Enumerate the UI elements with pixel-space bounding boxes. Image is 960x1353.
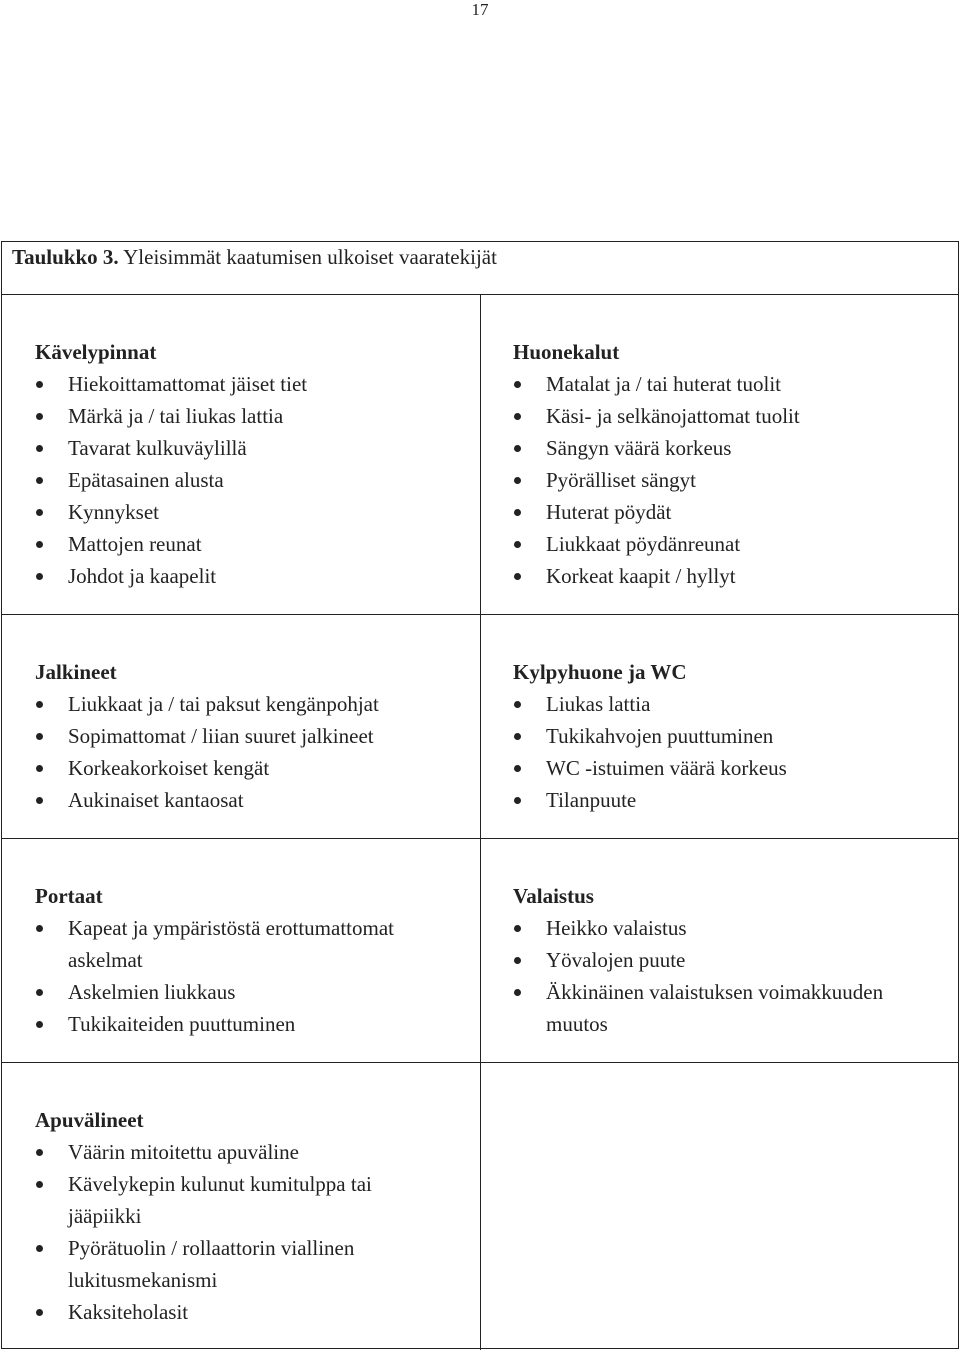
list-item: Märkä ja / tai liukas lattia	[35, 400, 475, 432]
list-item: Aukinaiset kantaosat	[35, 784, 475, 816]
list-item: Heikko valaistus	[513, 912, 933, 944]
list-item: Tukikahvojen puuttuminen	[513, 720, 953, 752]
list-item: Liukkaat ja / tai paksut kengänpohjat	[35, 688, 475, 720]
risk-factor-table	[1, 241, 959, 1349]
list-item: Kaksiteholasit	[35, 1296, 420, 1328]
cell-lighting	[513, 880, 933, 1040]
list-item: Kapeat ja ympäristöstä erottumattomat askelmat	[35, 912, 445, 976]
cell-title: Jalkineet	[35, 660, 117, 684]
list-item: Matalat ja / tai huterat tuolit	[513, 368, 953, 400]
cell-bathroom	[513, 656, 953, 816]
list-item: Liukas lattia	[513, 688, 953, 720]
cell-title: Valaistus	[513, 884, 594, 908]
cell-title: Kylpyhuone ja WC	[513, 660, 687, 684]
list-item: Liukkaat pöydänreunat	[513, 528, 953, 560]
cell-furniture	[513, 336, 953, 592]
cell-title: Apuvälineet	[35, 1108, 144, 1132]
cell-aids	[35, 1104, 420, 1328]
list-item: Askelmien liukkaus	[35, 976, 445, 1008]
list-item: Korkeat kaapit / hyllyt	[513, 560, 953, 592]
list-item: Yövalojen puute	[513, 944, 933, 976]
list-item: WC -istuimen väärä korkeus	[513, 752, 953, 784]
page-number: 17	[471, 0, 489, 19]
list-item: Sopimattomat / liian suuret jalkineet	[35, 720, 475, 752]
cell-title: Kävelypinnat	[35, 340, 157, 364]
list-item: Pyörätuolin / rollaattorin viallinen lukitusmekanismi	[35, 1232, 420, 1296]
list-item: Kynnykset	[35, 496, 475, 528]
cell-stairs	[35, 880, 445, 1040]
list-item: Sängyn väärä korkeus	[513, 432, 953, 464]
table-caption-label: Taulukko 3.	[12, 245, 119, 269]
table-caption-text: Yleisimmät kaatumisen ulkoiset vaaratekijät	[123, 245, 497, 269]
stairs-list	[35, 912, 445, 1040]
lighting-list	[513, 912, 933, 1040]
list-item: Hiekoittamattomat jäiset tiet	[35, 368, 475, 400]
list-item: Huterat pöydät	[513, 496, 953, 528]
furniture-list	[513, 368, 953, 592]
column-divider	[480, 295, 481, 1350]
walking-surfaces-list	[35, 368, 475, 592]
cell-walking-surfaces	[35, 336, 475, 592]
table-caption	[12, 244, 497, 270]
list-item: Korkeakorkoiset kengät	[35, 752, 475, 784]
aids-list	[35, 1136, 420, 1328]
footwear-list	[35, 688, 475, 816]
list-item: Tukikaiteiden puuttuminen	[35, 1008, 445, 1040]
list-item: Mattojen reunat	[35, 528, 475, 560]
list-item: Pyörälliset sängyt	[513, 464, 953, 496]
cell-footwear	[35, 656, 475, 816]
list-item: Johdot ja kaapelit	[35, 560, 475, 592]
bathroom-list	[513, 688, 953, 816]
cell-title: Portaat	[35, 884, 103, 908]
list-item: Väärin mitoitettu apuväline	[35, 1136, 420, 1168]
list-item: Kävelykepin kulunut kumitulppa tai jääpiikki	[35, 1168, 420, 1232]
cell-title: Huonekalut	[513, 340, 620, 364]
list-item: Tavarat kulkuväylillä	[35, 432, 475, 464]
list-item: Äkkinäinen valaistuksen voimakkuuden muutos	[513, 976, 933, 1040]
table-caption-row	[2, 242, 958, 295]
list-item: Epätasainen alusta	[35, 464, 475, 496]
list-item: Tilanpuute	[513, 784, 953, 816]
list-item: Käsi- ja selkänojattomat tuolit	[513, 400, 953, 432]
